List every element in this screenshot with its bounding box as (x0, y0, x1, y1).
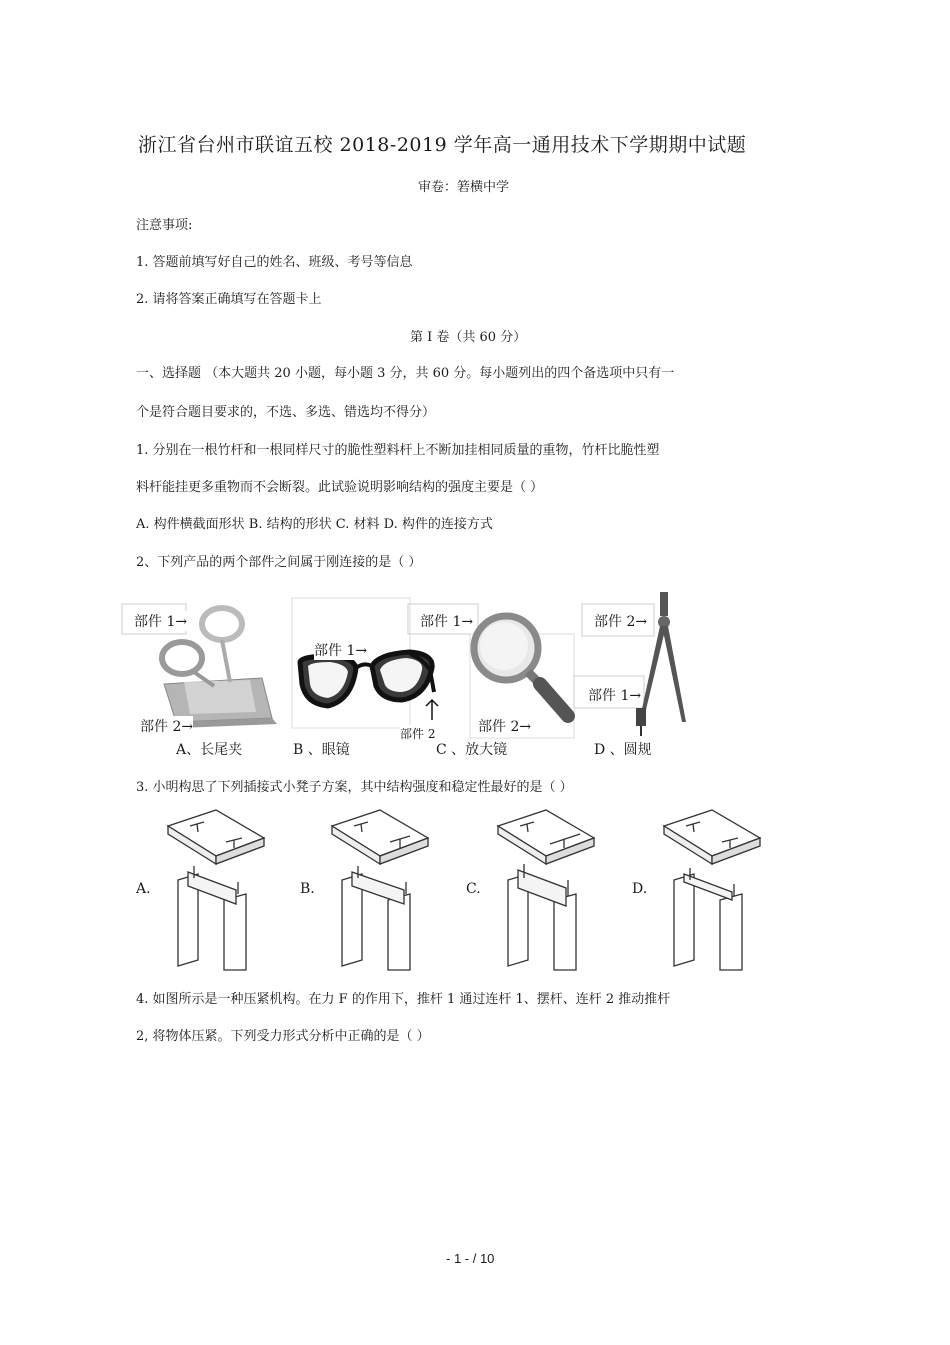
arrow-icon: → (355, 643, 368, 659)
option-label: C. (466, 881, 481, 897)
section-intro: 个是符合题目要求的，不选、多选、错选均不得分） (136, 405, 436, 420)
figure-label-part2 (594, 611, 647, 631)
part-label: 部件 1 (314, 643, 356, 659)
figure-label-part2: 部件 2 (400, 727, 436, 741)
figure-label-part2 (478, 716, 531, 736)
stool-option-b-image (328, 808, 438, 970)
question-3-stem: 3. 小明构思了下列插接式小凳子方案，其中结构强度和稳定性最好的是（ ） (136, 780, 573, 795)
figure-caption: A、长尾夹 (176, 742, 243, 758)
option-label: D. (632, 881, 648, 897)
page-title: 浙江省台州市联谊五校 2018-2019 学年高一通用技术下学期期中试题 (138, 134, 747, 156)
part-label: 部件 2 (478, 719, 520, 735)
stool-option-c-image (494, 808, 604, 970)
volume-heading: 第 Ⅰ 卷（共 60 分） (410, 330, 527, 345)
arrow-icon: → (181, 719, 194, 735)
arrow-icon: → (629, 688, 642, 704)
part-label: 部件 1 (420, 614, 462, 630)
page-number: - 1 - / 10 (446, 1251, 495, 1266)
notice-item: 2. 请将答案正确填写在答题卡上 (136, 292, 322, 307)
part-label: 部件 1 (134, 614, 176, 630)
figure-label-part1 (420, 611, 473, 631)
notice-heading: 注意事项: (136, 218, 193, 233)
glasses-image (292, 596, 412, 736)
part-label: 部件 2 (594, 614, 636, 630)
arrow-icon: → (519, 719, 532, 735)
option-label: A. (136, 881, 151, 897)
figure-caption: D 、圆规 (594, 742, 652, 758)
figure-caption: C 、放大镜 (436, 742, 508, 758)
question-1-line: 1. 分别在一根竹杆和一根同样尺寸的脆性塑料杆上不断加挂相同质量的重物，竹杆比脆性塑 (136, 443, 660, 458)
question-4-line: 2, 将物体压紧。下列受力形式分析中正确的是（ ） (136, 1029, 430, 1044)
option-label: B. (300, 881, 315, 897)
question-4-line: 4. 如图所示是一种压紧机构。在力 F 的作用下，推杆 1 通过连杆 1、摆杆、连杆 2 推动推杆 (136, 992, 671, 1007)
question-1-line: 料杆能挂更多重物而不会断裂。此试验说明影响结构的强度主要是（ ） (136, 480, 544, 495)
notice-item: 1. 答题前填写好自己的姓名、班级、考号等信息 (136, 255, 413, 270)
part-label: 部件 1 (588, 688, 630, 704)
arrow-icon: → (635, 614, 648, 630)
arrow-icon: → (461, 614, 474, 630)
section-intro: 一、选择题 （本大题共 20 小题，每小题 3 分，共 60 分。每小题列出的四个备选项中只有一 (136, 366, 675, 381)
question-2-stem: 2、下列产品的两个部件之间属于刚连接的是（ ） (136, 555, 422, 570)
figure-label-part2 (140, 716, 193, 736)
figure-label-part1 (314, 640, 367, 660)
stool-option-a-image (164, 808, 274, 970)
part-label: 部件 2 (140, 719, 182, 735)
figure-label-part1 (134, 611, 187, 631)
arrow-icon: → (175, 614, 188, 630)
stool-option-d-image (660, 808, 770, 970)
reviewer-line: 审卷：箬横中学 (418, 180, 510, 195)
figure-caption: B 、眼镜 (293, 742, 350, 758)
figure-label-part1 (588, 685, 641, 705)
question-1-options: A. 构件横截面形状 B. 结构的形状 C. 材料 D. 构件的连接方式 (136, 517, 493, 532)
